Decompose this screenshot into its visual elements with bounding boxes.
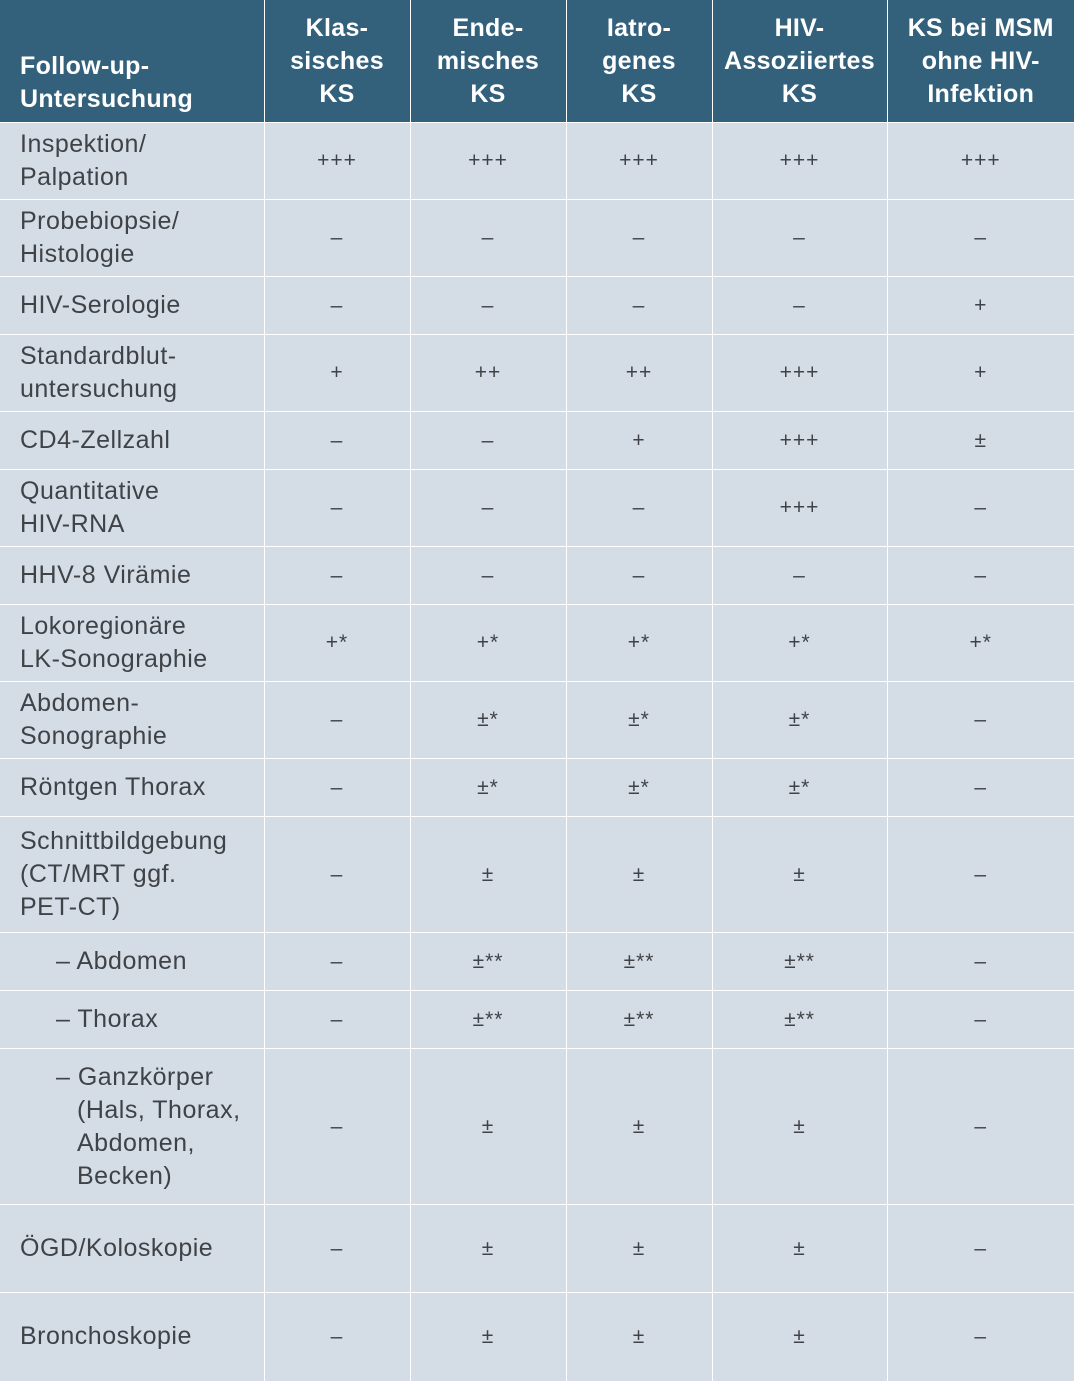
header-text: KS: [621, 79, 657, 108]
row-label: [0, 547, 264, 605]
table-row: [0, 547, 1074, 605]
cell-value: +++: [712, 335, 887, 412]
cell-value: –: [264, 682, 410, 759]
cell-value: –: [410, 547, 566, 605]
header-text: Untersuchung: [20, 85, 194, 113]
header-text: genes: [602, 46, 676, 75]
row-label: [0, 1205, 264, 1293]
cell-value: –: [264, 200, 410, 277]
cell-value: –: [264, 1293, 410, 1381]
table-row: [0, 1049, 1074, 1205]
table-row: [0, 682, 1074, 759]
cell-value: –: [566, 547, 712, 605]
cell-value: –: [264, 1049, 410, 1205]
row-label: [0, 817, 264, 933]
table-row: [0, 759, 1074, 817]
header-text: misches: [436, 46, 540, 75]
cell-value: ±**: [566, 933, 712, 991]
row-label-line: Abdomen-: [20, 689, 140, 717]
row-label-line: Bronchoskopie: [20, 1322, 192, 1351]
header-follow-up: [0, 0, 264, 123]
row-label: [0, 1049, 264, 1205]
cell-value: ++: [410, 335, 566, 412]
row-label-line: Histologie: [20, 240, 135, 268]
cell-value: ±*: [566, 759, 712, 817]
cell-value: –: [887, 200, 1074, 277]
header-ks-msm-ohne-hiv: [887, 0, 1074, 123]
header-text: Klas-: [305, 13, 369, 42]
cell-value: +: [887, 335, 1074, 412]
cell-value: –: [264, 1205, 410, 1293]
cell-value: –: [264, 817, 410, 933]
cell-value: +++: [566, 123, 712, 200]
cell-value: –: [712, 547, 887, 605]
row-label-line: – Thorax: [56, 1005, 159, 1033]
cell-value: –: [887, 991, 1074, 1049]
cell-value: +*: [410, 605, 566, 682]
cell-value: –: [887, 547, 1074, 605]
cell-value: +++: [264, 123, 410, 200]
header-text: Infektion: [927, 79, 1035, 108]
cell-value: +: [887, 277, 1074, 335]
header-row: [0, 0, 1074, 123]
cell-value: ++: [566, 335, 712, 412]
cell-value: –: [712, 200, 887, 277]
header-text: Ende-: [452, 13, 524, 42]
table-row: [0, 817, 1074, 933]
cell-value: ±: [410, 817, 566, 933]
row-label: [0, 759, 264, 817]
cell-value: –: [410, 470, 566, 547]
row-label-line: Probebiopsie/: [20, 207, 180, 235]
cell-value: –: [410, 277, 566, 335]
row-label-line: HIV-Serologie: [20, 291, 181, 319]
cell-value: –: [264, 759, 410, 817]
row-label-line: (Hals, Thorax,: [77, 1095, 241, 1124]
header-text: KS: [319, 79, 355, 108]
cell-value: –: [264, 991, 410, 1049]
cell-value: –: [264, 547, 410, 605]
header-endemisches-ks: [410, 0, 566, 123]
cell-value: +*: [264, 605, 410, 682]
cell-value: ±: [712, 1205, 887, 1293]
cell-value: +: [264, 335, 410, 412]
cell-value: –: [264, 277, 410, 335]
cell-value: ±: [566, 1293, 712, 1381]
cell-value: ±: [712, 1049, 887, 1205]
cell-value: –: [264, 933, 410, 991]
cell-value: –: [887, 682, 1074, 759]
cell-value: ±**: [410, 991, 566, 1049]
row-label: [0, 470, 264, 547]
cell-value: ±**: [410, 933, 566, 991]
cell-value: –: [887, 759, 1074, 817]
row-label: [0, 412, 264, 470]
row-label: [0, 933, 264, 991]
table-row: [0, 605, 1074, 682]
header-text: KS bei MSM: [907, 13, 1054, 42]
cell-value: –: [264, 470, 410, 547]
row-label: [0, 335, 264, 412]
header-text: KS: [470, 79, 506, 108]
table-row: [0, 335, 1074, 412]
row-label-line: Sonographie: [20, 722, 168, 750]
cell-value: –: [887, 933, 1074, 991]
cell-value: –: [566, 277, 712, 335]
cell-value: ±: [712, 1293, 887, 1381]
header-hiv-assoziiertes-ks: [712, 0, 887, 123]
row-label-line: Becken): [77, 1161, 173, 1190]
cell-value: –: [264, 412, 410, 470]
table-row: [0, 123, 1074, 200]
row-label-line: Abdomen,: [77, 1128, 195, 1157]
cell-value: –: [566, 200, 712, 277]
cell-value: +*: [712, 605, 887, 682]
row-label-line: Schnittbildgebung: [20, 827, 228, 855]
row-label-line: ÖGD/Koloskopie: [20, 1234, 214, 1262]
table-row: [0, 933, 1074, 991]
cell-value: ±: [566, 1049, 712, 1205]
cell-value: ±: [712, 817, 887, 933]
cell-value: +*: [887, 605, 1074, 682]
header-text: sisches: [290, 46, 384, 75]
cell-value: –: [887, 817, 1074, 933]
row-label: [0, 682, 264, 759]
table-row: [0, 470, 1074, 547]
row-label-line: – Ganzkörper: [56, 1062, 214, 1091]
row-label: [0, 123, 264, 200]
header-iatrogenes-ks: [566, 0, 712, 123]
row-label-line: HIV-RNA: [20, 510, 125, 538]
cell-value: ±**: [712, 991, 887, 1049]
cell-value: ±: [410, 1205, 566, 1293]
row-label-line: HHV-8 Virämie: [20, 561, 192, 589]
header-text: Iatro-: [606, 13, 672, 42]
cell-value: ±: [566, 817, 712, 933]
row-label-line: Röntgen Thorax: [20, 773, 206, 801]
cell-value: –: [410, 200, 566, 277]
header-text: ohne HIV-: [921, 46, 1040, 75]
cell-value: –: [974, 1324, 988, 1348]
row-label-line: Lokoregionäre: [20, 612, 187, 640]
row-label-line: (CT/MRT ggf.: [20, 860, 177, 888]
row-label: [0, 1293, 264, 1381]
row-label: [0, 277, 264, 335]
table-row: [0, 277, 1074, 335]
cell-value: ±**: [566, 991, 712, 1049]
row-label: [0, 200, 264, 277]
row-label-line: LK-Sonographie: [20, 645, 208, 673]
table-row: [0, 200, 1074, 277]
cell-value: ±*: [410, 759, 566, 817]
header-klassisches-ks: [264, 0, 410, 123]
cell-value: ±: [887, 412, 1074, 470]
cell-value: +++: [712, 412, 887, 470]
cell-value: –: [887, 1049, 1074, 1205]
cell-value: –: [566, 470, 712, 547]
cell-value: –: [410, 412, 566, 470]
cell-value: ±: [566, 1205, 712, 1293]
cell-value: –: [887, 1205, 1074, 1293]
header-text: KS: [781, 79, 818, 108]
row-label-line: Quantitative: [20, 477, 160, 505]
cell-value: +++: [410, 123, 566, 200]
row-label-line: Palpation: [20, 163, 129, 191]
row-label-line: PET-CT): [20, 893, 121, 921]
table-row: [0, 1205, 1074, 1293]
header-text: HIV-: [774, 13, 825, 42]
table-row: [0, 991, 1074, 1049]
row-label-line: – Abdomen: [56, 947, 187, 975]
row-label: [0, 605, 264, 682]
cell-value: ±**: [712, 933, 887, 991]
cell-value: +: [566, 412, 712, 470]
cell-value: ±*: [410, 682, 566, 759]
cell-value: ±: [410, 1293, 566, 1381]
cell-value: ±*: [712, 682, 887, 759]
cell-value: +++: [887, 123, 1074, 200]
row-label: [0, 991, 264, 1049]
cell-value: –: [712, 277, 887, 335]
cell-value: +*: [566, 605, 712, 682]
row-label-line: CD4-Zellzahl: [20, 426, 171, 454]
cell-value: +++: [712, 123, 887, 200]
cell-value: +++: [712, 470, 887, 547]
cell-value: ±*: [566, 682, 712, 759]
table-row: [0, 1293, 1074, 1381]
row-label-line: Standardblut-: [20, 342, 177, 370]
cell-value: ±: [410, 1049, 566, 1205]
row-label-line: untersuchung: [20, 375, 178, 403]
row-label-line: Inspektion/: [20, 130, 147, 158]
cell-value: ±*: [712, 759, 887, 817]
header-text: Assoziiertes: [724, 46, 875, 75]
cell-value: –: [887, 470, 1074, 547]
table-row: [0, 412, 1074, 470]
header-text: Follow-up-: [20, 52, 150, 80]
